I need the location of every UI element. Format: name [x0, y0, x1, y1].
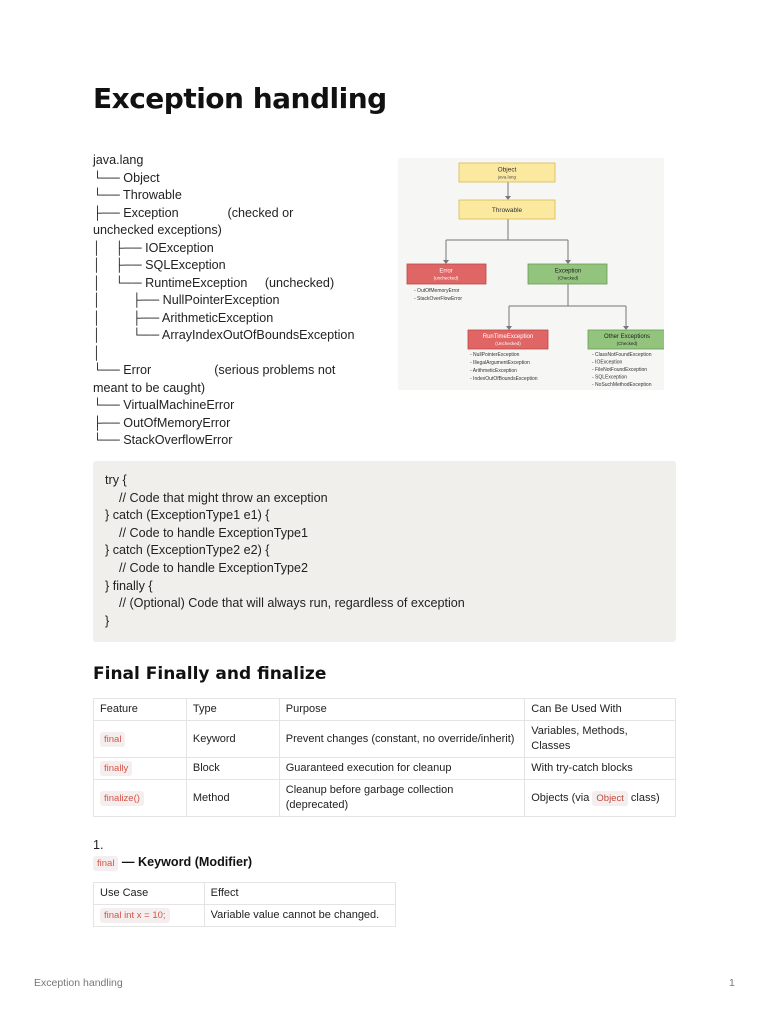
- tree-line: java.lang: [93, 153, 144, 167]
- use-prefix: Objects (via: [531, 791, 593, 804]
- comparison-table: [93, 698, 676, 817]
- code-line: }: [105, 613, 110, 628]
- page-title: Exception handling: [93, 82, 387, 115]
- use-suffix: class): [627, 791, 660, 804]
- runtime-item: - IllegalArgumentException: [470, 360, 530, 366]
- object-node-sub: java.lang: [497, 174, 517, 180]
- other-item: - NoSuchMethodException: [592, 382, 652, 388]
- list-number: 1.: [93, 838, 104, 852]
- tree-line: │ ├── SQLException: [93, 258, 226, 272]
- error-item: - OutOfMemoryError: [414, 288, 460, 294]
- runtime-item: - ArithmeticException: [470, 368, 517, 374]
- tree-line: │ └── ArrayIndexOutOfBoundsException: [93, 328, 355, 342]
- footer-title: Exception handling: [34, 977, 123, 989]
- error-node-sub: (unchecked): [433, 275, 459, 281]
- code-line: try {: [105, 473, 127, 487]
- table-row: [94, 758, 676, 780]
- other-node-sub: (Checked): [616, 341, 638, 346]
- inline-code: final: [100, 732, 125, 747]
- tree-line: └── Throwable: [93, 188, 182, 202]
- header-cell: Effect: [204, 883, 395, 905]
- final-usage-table: [93, 882, 396, 927]
- tree-line: │ ├── ArithmeticException: [93, 310, 274, 325]
- tree-line: └── VirtualMachineError: [93, 398, 235, 412]
- table-cell: Variables, Methods, Classes: [525, 721, 676, 758]
- object-node-title: Object: [497, 166, 517, 174]
- throwable-node-title: Throwable: [491, 207, 523, 214]
- code-line: // (Optional) Code that will always run, regardless of exception: [105, 596, 465, 611]
- tree-line: └── StackOverflowError: [93, 433, 233, 447]
- runtime-node-title: RunTimeException: [482, 334, 534, 340]
- code-line: } catch (ExceptionType2 e2) {: [105, 543, 270, 558]
- code-line: // Code to handle ExceptionType2: [105, 560, 309, 575]
- tree-line: unchecked exceptions): [93, 223, 222, 237]
- page-number: 1: [729, 977, 735, 989]
- table-header-row: [94, 883, 396, 905]
- tree-line: ├── OutOfMemoryError: [93, 415, 231, 430]
- header-cell: Can Be Used With: [525, 699, 676, 721]
- table-cell: With try-catch blocks: [525, 758, 676, 780]
- table-cell: Method: [186, 780, 279, 817]
- header-cell: Type: [186, 699, 279, 721]
- error-node-title: Error: [439, 268, 453, 275]
- tree-line: meant to be caught): [93, 380, 206, 395]
- keyword-heading: [93, 855, 252, 871]
- runtime-item: - NullPointerException: [470, 352, 520, 358]
- tree-line: ├── Exception (checked or: [93, 205, 294, 220]
- keyword-heading-text: — Keyword (Modifier): [118, 855, 253, 869]
- table-row: [94, 721, 676, 758]
- tree-line: └── Error (serious problems not: [93, 363, 336, 377]
- exception-node-title: Exception: [554, 268, 582, 275]
- table-cell: Keyword: [186, 721, 279, 758]
- header-cell: Purpose: [279, 699, 525, 721]
- other-item: - SQLException: [592, 374, 628, 381]
- table-row: [94, 780, 676, 817]
- code-line: } catch (ExceptionType1 e1) {: [105, 508, 270, 523]
- other-node-title: Other Exceptions: [603, 334, 651, 340]
- runtime-node-sub: (Unchecked): [495, 341, 521, 346]
- table-cell: Cleanup before garbage collection (deprecated): [279, 780, 525, 817]
- table-cell: Variable value cannot be changed.: [204, 905, 395, 927]
- table-cell: Guaranteed execution for cleanup: [279, 758, 525, 780]
- exception-hierarchy-diagram: [398, 158, 664, 390]
- inline-code: finally: [100, 761, 132, 776]
- other-item: - FileNotFoundException: [592, 367, 648, 373]
- code-line: } finally {: [105, 578, 153, 593]
- code-block: [93, 461, 676, 642]
- exception-node-sub: (Checked): [557, 275, 579, 281]
- tree-line: │ ├── NullPointerException: [93, 293, 280, 307]
- table-cell: Block: [186, 758, 279, 780]
- other-item: - IOException: [592, 359, 623, 366]
- table-cell: [525, 780, 676, 817]
- inline-code: final int x = 10;: [100, 908, 170, 923]
- tree-line: │ ├── IOException: [93, 240, 214, 255]
- other-item: - ClassNotFoundException: [592, 352, 652, 358]
- error-item: - StackOverFlowError: [414, 296, 463, 302]
- tree-line: │: [93, 345, 101, 360]
- header-cell: Feature: [94, 699, 187, 721]
- inline-code: Object: [592, 791, 627, 806]
- table-row: [94, 905, 396, 927]
- code-line: // Code that might throw an exception: [105, 490, 328, 505]
- inline-code: final: [93, 856, 118, 871]
- code-line: // Code to handle ExceptionType1: [105, 525, 309, 540]
- tree-line: │ └── RuntimeException (unchecked): [93, 275, 335, 290]
- hierarchy-tree: [93, 152, 383, 450]
- header-cell: Use Case: [94, 883, 205, 905]
- runtime-item: - IndexOutOfBoundsException: [470, 376, 538, 382]
- tree-line: └── Object: [93, 170, 160, 185]
- table-cell: Prevent changes (constant, no override/inherit): [279, 721, 525, 758]
- table-header-row: [94, 699, 676, 721]
- section-heading: Final Finally and finalize: [93, 664, 327, 684]
- inline-code: finalize(): [100, 791, 144, 806]
